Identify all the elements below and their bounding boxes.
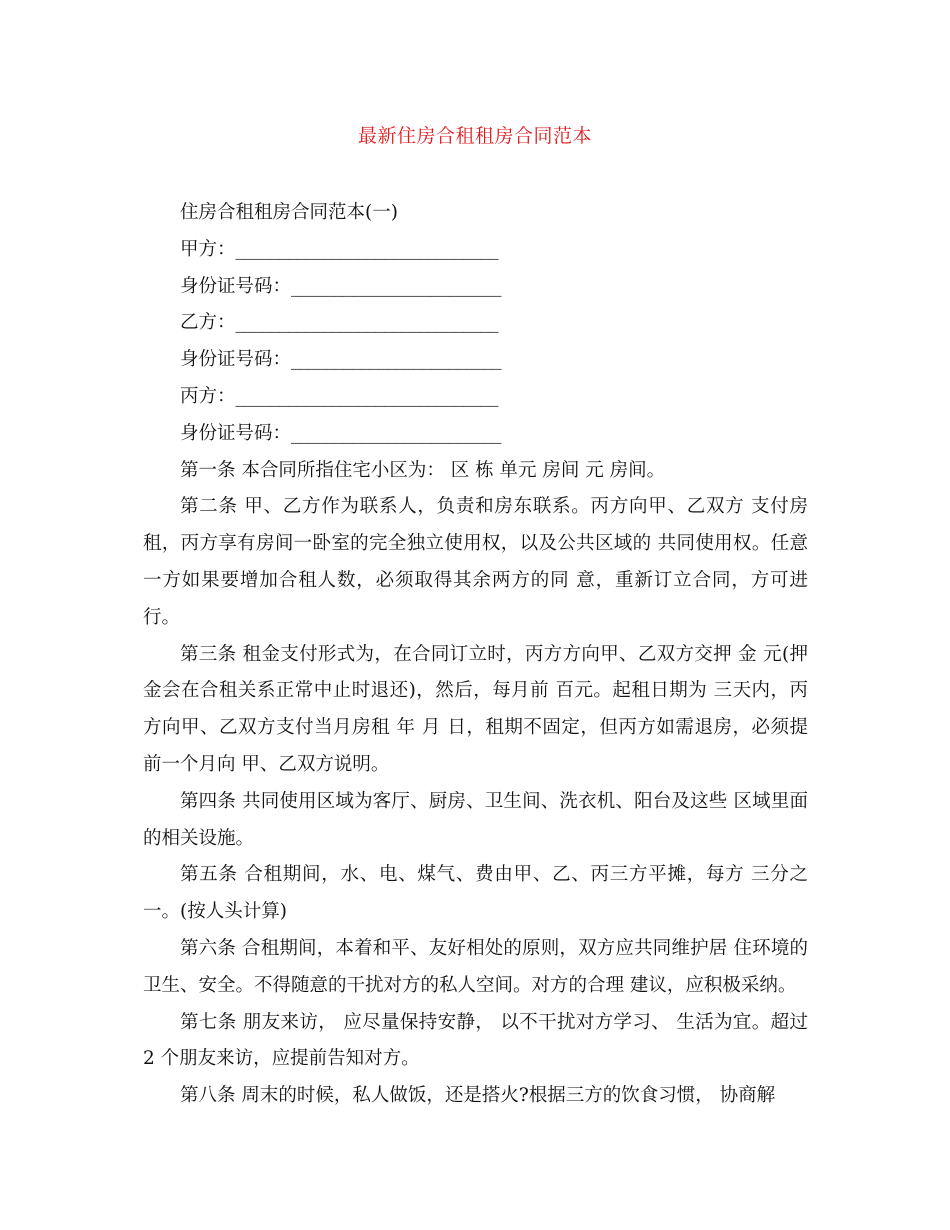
document-title: 最新住房合租租房合同范本 — [357, 125, 592, 147]
party-c-field — [143, 379, 808, 416]
article-6: 第六条 合租期间，本着和平、友好相处的原则，双方应共同维护居 住环境的卫生、安全。不得随意的干扰对方的私人空间。对方的合理 建议，应积极采纳。 — [143, 937, 808, 996]
field-label: 丙方： — [180, 385, 236, 407]
article-3: 第三条 租金支付形式为，在合同订立时，丙方方向甲、乙双方交押 金 元(押金会在合租关系正常中止时退还)，然后，每月前 百元。起租日期为 三天内，丙方向甲、乙双方支付当月房租 年 月 日，租期不固定，但丙方如需退房，必须提前一个月向 甲、乙双方说明。 — [143, 643, 808, 775]
field-label: 身份证号码： — [180, 422, 292, 444]
field-label: 乙方： — [180, 312, 236, 334]
article-2: 第二条 甲、乙方作为联系人，负责和房东联系。丙方向甲、乙双方 支付房租，丙方享有房间一卧室的完全独立使用权，以及公共区域的 共同使用权。任意一方如果要增加合租人数，必须取得其余两方的同 意，重新订立合同，方可进行。 — [143, 496, 808, 628]
fill-blank: ______________________________ — [235, 238, 499, 260]
party-b-id-field — [143, 342, 808, 379]
field-label: 甲方： — [180, 238, 236, 260]
fill-blank: ________________________ — [291, 422, 502, 444]
field-label: 身份证号码： — [180, 349, 292, 371]
article-5: 第五条 合租期间，水、电、煤气、费由甲、乙、丙三方平摊，每方 三分之一。(按人头计算) — [143, 864, 808, 923]
article-4: 第四条 共同使用区域为客厅、厨房、卫生间、洗衣机、阳台及这些 区域里面的相关设施。 — [143, 790, 808, 849]
article-8: 第八条 周末的时候，私人做饭，还是搭火?根据三方的饮食习惯， 协商解 — [180, 1085, 776, 1107]
document-body — [143, 195, 808, 1115]
fill-blank: ______________________________ — [235, 385, 499, 407]
party-a-field — [143, 232, 808, 269]
contract-subtitle: 住房合租租房合同范本(一) — [180, 202, 398, 223]
fill-blank: ________________________ — [291, 349, 502, 371]
party-c-id-field — [143, 416, 808, 453]
party-a-id-field — [143, 269, 808, 306]
article-1: 第一条 本合同所指住宅小区为： 区 栋 单元 房间 元 房间。 — [180, 459, 666, 481]
fill-blank: ______________________________ — [235, 312, 499, 334]
fill-blank: ________________________ — [291, 275, 502, 297]
field-label: 身份证号码： — [180, 275, 292, 297]
party-b-field — [143, 305, 808, 342]
article-7: 第七条 朋友来访， 应尽量保持安静， 以不干扰对方学习、 生活为宜。超过 2 个朋友来访，应提前告知对方。 — [143, 1011, 808, 1070]
